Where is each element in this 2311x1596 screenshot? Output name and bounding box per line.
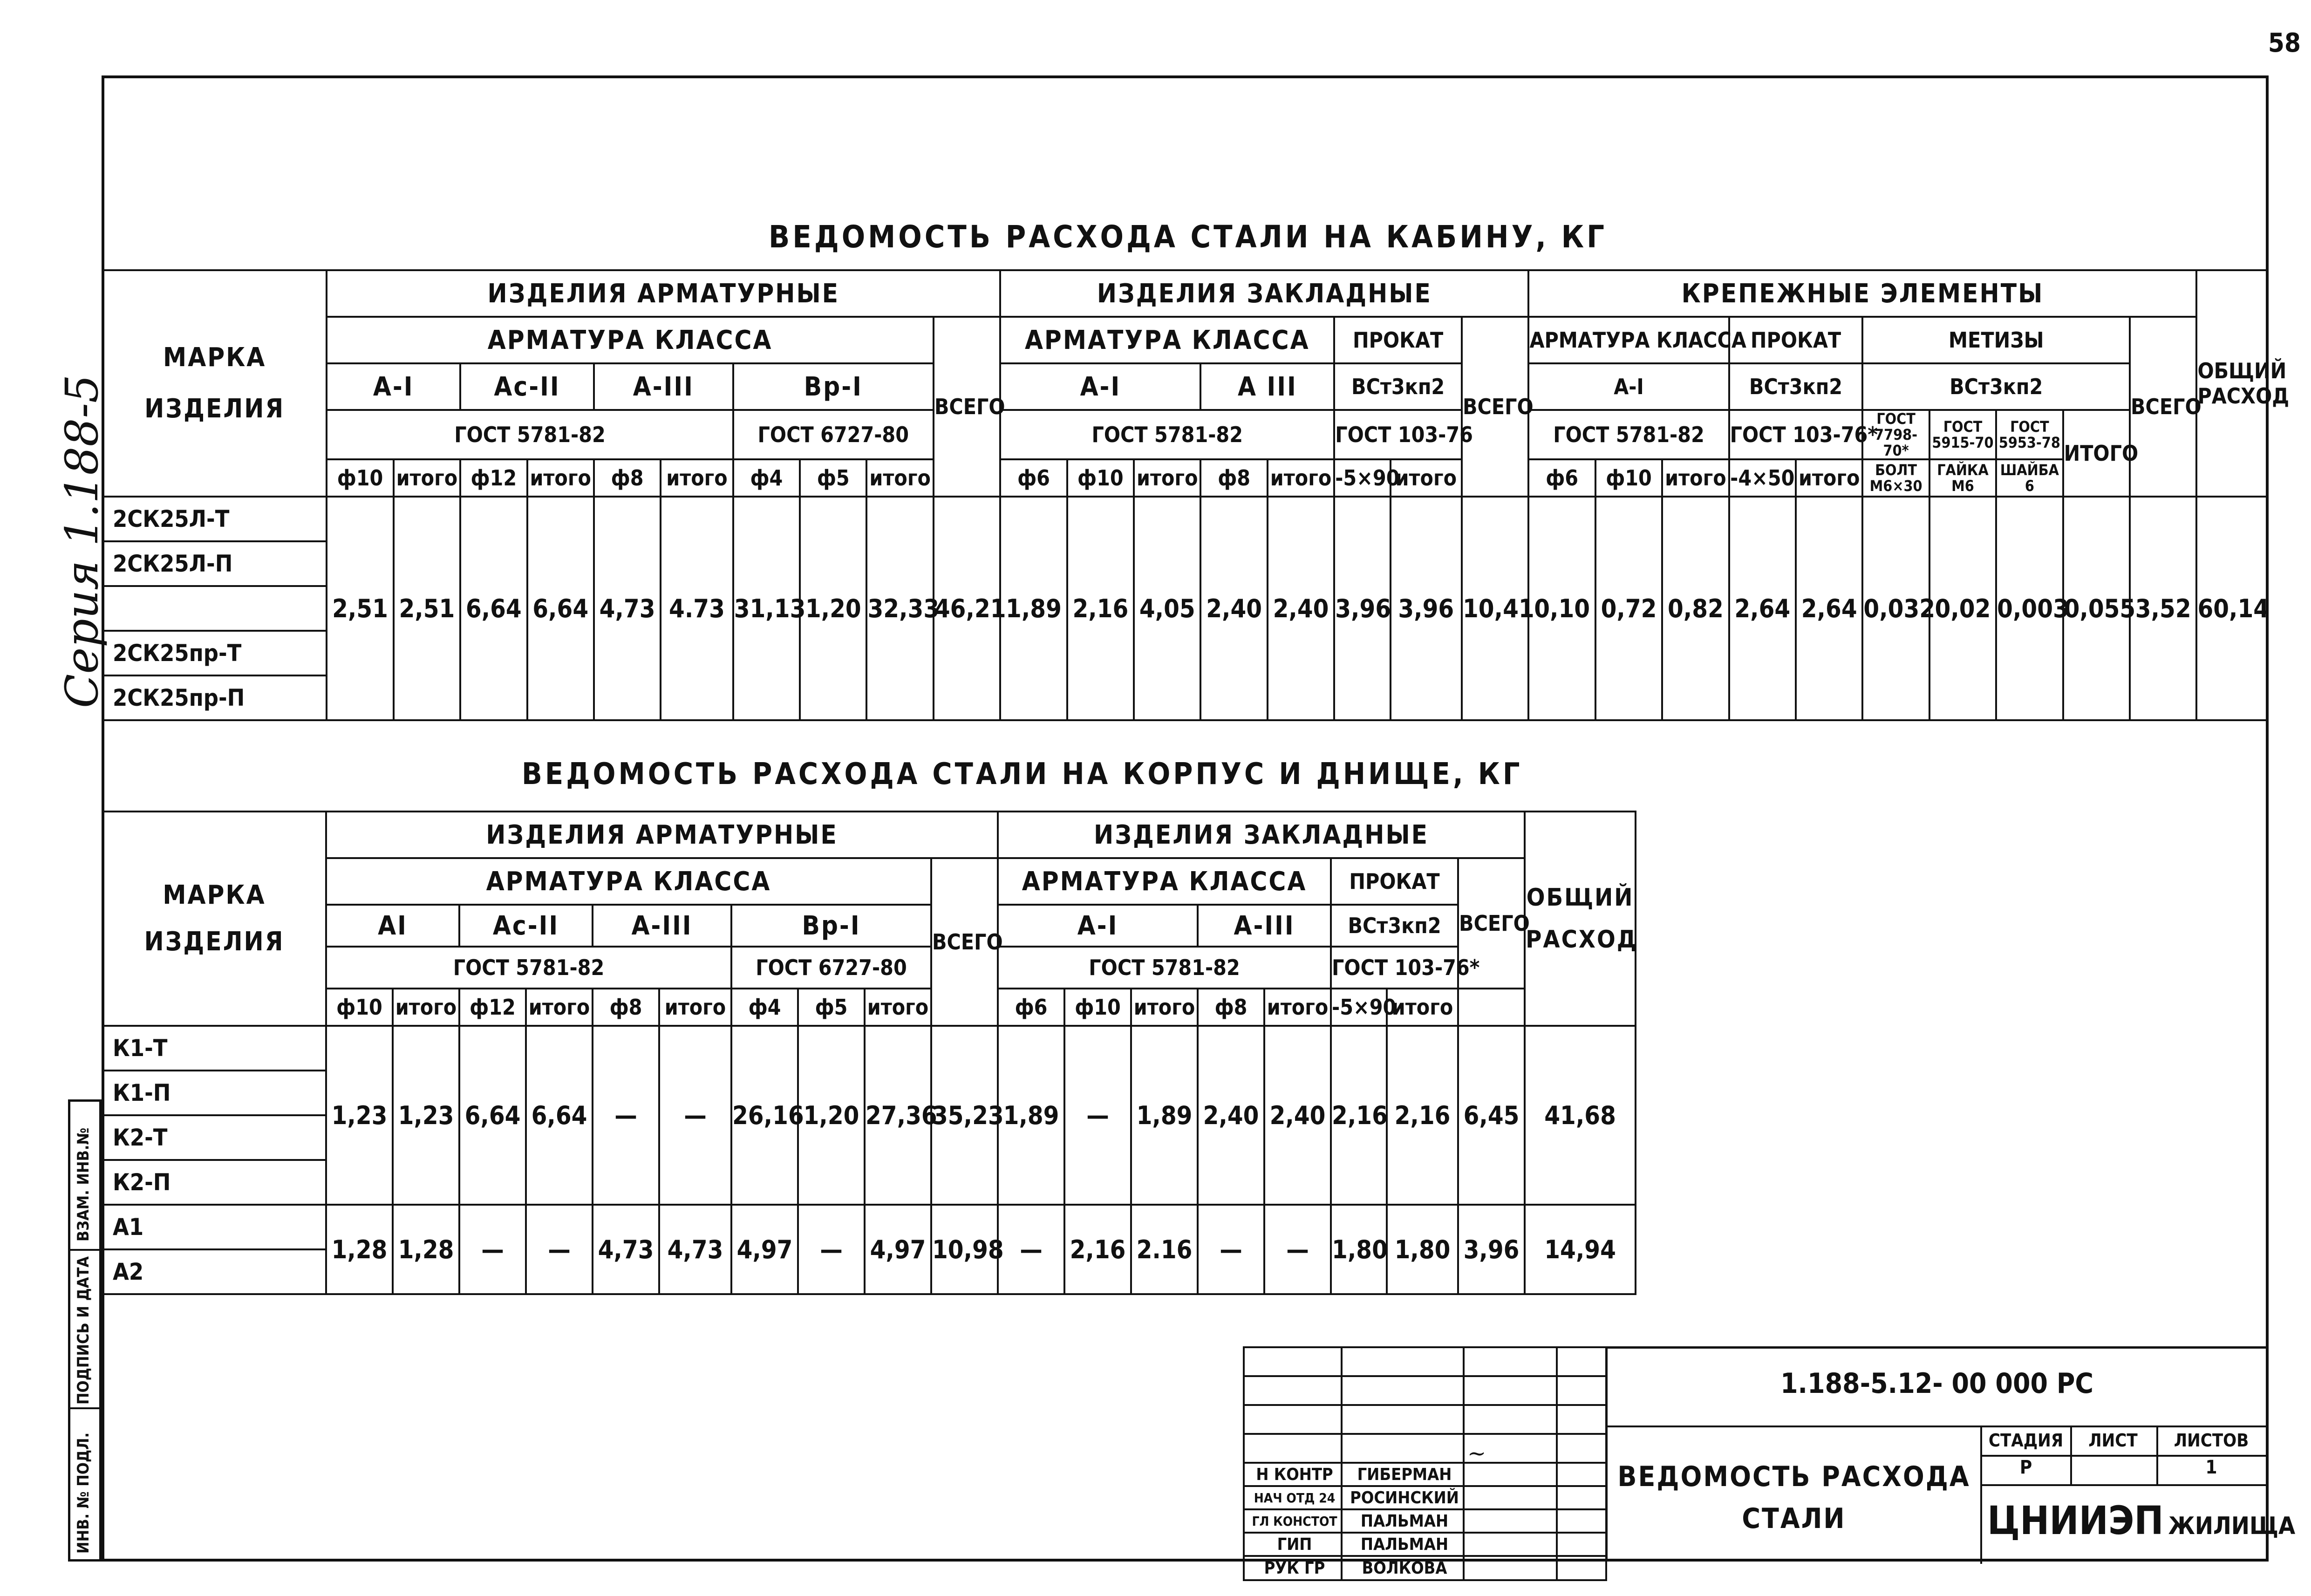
table2-value: 1,28 <box>326 1205 393 1294</box>
table2-value: 2,40 <box>1264 1026 1331 1205</box>
table2-header-vsego-z: ВСЕГО <box>1458 858 1525 989</box>
table2-value: 4,97 <box>865 1205 931 1294</box>
table1-col: итого <box>866 459 933 497</box>
table1-header-armaturnye: ИЗДЕЛИЯ АРМАТУРНЫЕ <box>327 270 1000 317</box>
table1-col: ф5 <box>800 459 866 497</box>
table2-value: 2.16 <box>1131 1205 1198 1294</box>
table1-col: итого <box>1391 459 1462 497</box>
table2-header-vsego-a: ВСЕГО <box>931 858 998 1026</box>
table2-col: итого <box>1131 989 1198 1026</box>
table2-col: -5×90 <box>1331 989 1387 1026</box>
table2-value: 1,80 <box>1331 1205 1387 1294</box>
table2-gost-5781: ГОСТ 5781-82 <box>326 947 731 989</box>
table2-value: 41,68 <box>1525 1026 1636 1205</box>
table1-value: 0,02 <box>1929 497 1996 720</box>
table1-class-k-a1: А-I <box>1528 363 1729 410</box>
table1-col: ф4 <box>733 459 800 497</box>
table2-value: — <box>1264 1205 1331 1294</box>
table1-value: 46,21 <box>934 497 1000 720</box>
table2-value: — <box>998 1205 1064 1294</box>
table2-value: 27,36 <box>865 1026 931 1205</box>
table1-value: 60,14 <box>2196 497 2268 720</box>
table2-header-armatura-klassa: АРМАТУРА КЛАССА <box>326 858 931 905</box>
table1-col: итого <box>394 459 460 497</box>
table2-mark: К1-Т <box>102 1026 326 1071</box>
table2-class-vr1: Вр-I <box>731 905 931 947</box>
table1-gost-k-103: ГОСТ 103-76* <box>1729 410 1863 459</box>
table2-value: 1,80 <box>1387 1205 1458 1294</box>
table1-value: 6,64 <box>527 497 594 720</box>
table2-value: 4,73 <box>659 1205 731 1294</box>
table1-title: ВЕДОМОСТЬ РАСХОДА СТАЛИ НА КАБИНУ, КГ <box>769 219 1608 255</box>
table1-col: ф10 <box>1595 459 1662 497</box>
table1-col: ф12 <box>460 459 527 497</box>
table1-col: ГАЙКА М6 <box>1929 459 1996 497</box>
org-name: ЦНИИЭП <box>1987 1498 2164 1543</box>
table2-col: итого <box>659 989 731 1026</box>
table2-value: 2,16 <box>1064 1205 1131 1294</box>
table1-header-zakladnye: ИЗДЕЛИЯ ЗАКЛАДНЫЕ <box>1000 270 1528 317</box>
table1-value: 0,82 <box>1662 497 1729 720</box>
table1-col: ШАЙБА 6 <box>1996 459 2063 497</box>
table2-col: ф8 <box>593 989 659 1026</box>
table1-mark: 2СК25Л-Т <box>102 497 327 541</box>
doc-title: ВЕДОМОСТЬ РАСХОДА СТАЛИ <box>1617 1460 1970 1535</box>
table1-value: 2,51 <box>394 497 460 720</box>
table1-gost-5781: ГОСТ 5781-82 <box>327 410 733 459</box>
table1-header-armatura-klassa-z: АРМАТУРА КЛАССА <box>1000 317 1334 363</box>
role: НАЧ ОТД 24 <box>1244 1486 1342 1509</box>
table2-value: 10,98 <box>931 1205 998 1294</box>
table1-value: 3,52 <box>2130 497 2196 720</box>
table2-header-armaturnye: ИЗДЕЛИЯ АРМАТУРНЫЕ <box>326 812 998 858</box>
table2-title: ВЕДОМОСТЬ РАСХОДА СТАЛИ НА КОРПУС И ДНИЩЕ, КГ <box>522 757 1523 791</box>
table1-header-vsego-k: ВСЕГО <box>2130 317 2196 497</box>
table2-value: 6,64 <box>526 1026 593 1205</box>
table2-col: итого <box>393 989 459 1026</box>
table1-value: 32,33 <box>866 497 933 720</box>
table1-gost-z-5781: ГОСТ 5781-82 <box>1000 410 1334 459</box>
table1-value: 0,032 <box>1862 497 1929 720</box>
table2-value: — <box>659 1026 731 1205</box>
table1-value: 1,89 <box>1000 497 1067 720</box>
table2-gost-6727: ГОСТ 6727-80 <box>731 947 931 989</box>
table2-col: ф6 <box>998 989 1064 1026</box>
table2-class-a3: А-III <box>593 905 731 947</box>
table1-gost-k-5915: ГОСТ 5915-70 <box>1929 410 1996 459</box>
table1-value: 4,05 <box>1134 497 1200 720</box>
title-block-main <box>1605 1346 2296 1562</box>
table1-value: 0,003 <box>1996 497 2063 720</box>
table1-header-metizy: МЕТИЗЫ <box>1862 317 2130 363</box>
table2-value: — <box>798 1205 865 1294</box>
sheets-value: 1 <box>2205 1457 2217 1478</box>
table1-col: -4×50 <box>1729 459 1796 497</box>
table2-col: ф10 <box>326 989 393 1026</box>
table1-header-vsego-a: ВСЕГО <box>934 317 1000 497</box>
table2-header-zakladnye: ИЗДЕЛИЯ ЗАКЛАДНЫЕ <box>998 812 1525 858</box>
table2-class-z-a3: А-III <box>1198 905 1331 947</box>
table2-mark: А1 <box>102 1205 326 1249</box>
table2-value: 14,94 <box>1525 1205 1636 1294</box>
table1-gost-z-103: ГОСТ 103-76 <box>1334 410 1462 459</box>
table2-value: 4,73 <box>593 1205 659 1294</box>
name: ВОЛКОВА <box>1342 1556 1464 1580</box>
table1-header-prokat-k: ПРОКАТ <box>1729 317 1863 363</box>
table1-value: 4.73 <box>661 497 733 720</box>
table2-mark: А2 <box>102 1249 326 1294</box>
side-strip-label-inv: ИНВ. № ПОДЛ. <box>74 1432 93 1554</box>
table1-value: 6,64 <box>460 497 527 720</box>
table2-value: 1,23 <box>393 1026 459 1205</box>
table1-col: БОЛТ М6×30 <box>1862 459 1929 497</box>
table1-header-vsego-z: ВСЕГО <box>1462 317 1528 497</box>
table1-gost-k-7798: ГОСТ 7798-70* <box>1862 410 1929 459</box>
table2-col: итого <box>526 989 593 1026</box>
table2-value: 35,23 <box>931 1026 998 1205</box>
table1-value: 2,40 <box>1268 497 1334 720</box>
table1-class-a3: А-III <box>594 363 733 410</box>
table2-header-armatura-klassa-z: АРМАТУРА КЛАССА <box>998 858 1331 905</box>
table1-header-armatura-klassa-k: АРМАТУРА КЛАССА <box>1528 317 1729 363</box>
table2-col: итого <box>1264 989 1331 1026</box>
table1-gost-k-5953: ГОСТ 5953-78 <box>1996 410 2063 459</box>
table2-value: — <box>459 1205 526 1294</box>
role: ГИП <box>1244 1533 1342 1556</box>
table1-class-vr1: Вр-I <box>733 363 934 410</box>
table2-value: 1,89 <box>1131 1026 1198 1205</box>
table2-value: 3,96 <box>1458 1205 1525 1294</box>
table2-mark: К2-Т <box>102 1115 326 1160</box>
table2-value: 2,40 <box>1198 1026 1264 1205</box>
table1-mark: 2СК25пр-Т <box>102 631 327 675</box>
table2-col: ф10 <box>1064 989 1131 1026</box>
table1-col: ф10 <box>1067 459 1134 497</box>
stage-value: Р <box>2019 1457 2032 1478</box>
table2-value: 1,28 <box>393 1205 459 1294</box>
table1-value: 3,96 <box>1334 497 1390 720</box>
table1-class-k-vst-metizy: ВСт3кп2 <box>1862 363 2130 410</box>
table2-mark: К1-П <box>102 1071 326 1115</box>
table2 <box>102 811 1636 1295</box>
page-number: 58 <box>2268 28 2301 58</box>
table2-value: 1,23 <box>326 1026 393 1205</box>
table2-col: ф12 <box>459 989 526 1026</box>
table1-value: 1,20 <box>800 497 866 720</box>
table1-value: 2,64 <box>1729 497 1796 720</box>
table1-header-prokat: ПРОКАТ <box>1334 317 1462 363</box>
table2-value: 2,16 <box>1387 1026 1458 1205</box>
name: ПАЛЬМАН <box>1342 1509 1464 1533</box>
role: ГЛ КОНСТОТ <box>1244 1509 1342 1533</box>
table1-header-krepezh: КРЕПЕЖНЫЕ ЭЛЕМЕНТЫ <box>1528 270 2196 317</box>
table2-class-a1: АI <box>326 905 459 947</box>
table2-header-obshchiy: ОБЩИЙ РАСХОД <box>1525 812 1636 1026</box>
table1-mark: 2СК25Л-П <box>102 541 327 586</box>
table2-header-marka: МАРКА ИЗДЕЛИЯ <box>102 812 326 1026</box>
table1 <box>102 269 2290 721</box>
table2-class-z-a1: А-I <box>998 905 1198 947</box>
table1-col: итого <box>661 459 733 497</box>
sheet-label: ЛИСТ <box>2088 1430 2138 1451</box>
table1-col: итого <box>1662 459 1729 497</box>
role: РУК ГР <box>1244 1556 1342 1580</box>
stage-label: СТАДИЯ <box>1988 1430 2064 1451</box>
org-suffix: ЖИЛИЩА <box>2168 1512 2296 1540</box>
table2-value: 6,64 <box>459 1026 526 1205</box>
table1-class-k-vst: ВСт3кп2 <box>1729 363 1863 410</box>
table1-value: 2,16 <box>1067 497 1134 720</box>
table1-value: 2,64 <box>1796 497 1862 720</box>
table2-empty <box>1458 989 1525 1026</box>
table2-header-prokat: ПРОКАТ <box>1331 858 1458 905</box>
table1-col: ф6 <box>1000 459 1067 497</box>
table1-col: итого <box>527 459 594 497</box>
table1-class-z-a1: А-I <box>1000 363 1200 410</box>
table1-class-ac2: Ас-II <box>460 363 594 410</box>
table2-value: 1,89 <box>998 1026 1064 1205</box>
table1-value: 3,96 <box>1391 497 1462 720</box>
table2-value: 4,97 <box>731 1205 798 1294</box>
table1-gost-6727: ГОСТ 6727-80 <box>733 410 934 459</box>
table2-class-ac2: Ас-II <box>459 905 593 947</box>
table1-value: 0,055 <box>2063 497 2130 720</box>
side-strip <box>68 1099 102 1562</box>
table2-col: ф4 <box>731 989 798 1026</box>
table1-value: 2,51 <box>327 497 393 720</box>
table2-class-z-vst: ВСт3кп2 <box>1331 905 1458 947</box>
table2-gost-z-5781: ГОСТ 5781-82 <box>998 947 1331 989</box>
title-block-signatures <box>1243 1346 1607 1581</box>
table1-value: 0,72 <box>1595 497 1662 720</box>
series-note: Серия 1.188-5 <box>56 375 108 708</box>
name: РОСИНСКИЙ <box>1342 1486 1464 1509</box>
sheets-label: ЛИСТОВ <box>2174 1430 2249 1451</box>
table2-value: — <box>526 1205 593 1294</box>
table1-class-z-vst: ВСт3кп2 <box>1334 363 1462 410</box>
table2-gost-z-103: ГОСТ 103-76* <box>1331 947 1458 989</box>
table1-col: итого <box>1134 459 1200 497</box>
table1-mark <box>102 586 327 631</box>
table2-value: — <box>1064 1026 1131 1205</box>
side-strip-label-vzam: ВЗАМ. ИНВ.№ <box>74 1127 93 1241</box>
table2-col: итого <box>1387 989 1458 1026</box>
table2-value: — <box>1198 1205 1264 1294</box>
table1-class-a1: А-I <box>327 363 460 410</box>
table1-col-itogo-metizy: ИТОГО <box>2063 410 2130 497</box>
table1-header-obshchiy: ОБЩИЙ РАСХОД <box>2196 270 2268 497</box>
table2-value: 6,45 <box>1458 1026 1525 1205</box>
table1-value: 4,73 <box>594 497 661 720</box>
table1-gost-k-5781: ГОСТ 5781-82 <box>1528 410 1729 459</box>
table1-col: -5×90 <box>1334 459 1390 497</box>
table2-col: итого <box>865 989 931 1026</box>
table1-value: 10,41 <box>1462 497 1528 720</box>
name: ПАЛЬМАН <box>1342 1533 1464 1556</box>
table1-value: 2,40 <box>1200 497 1267 720</box>
table2-value: 26,16 <box>731 1026 798 1205</box>
role: Н КОНТР <box>1244 1463 1342 1486</box>
table1-value: 0,10 <box>1528 497 1595 720</box>
signature: ~ <box>1467 1440 1486 1466</box>
table1-mark: 2СК25пр-П <box>102 675 327 720</box>
table2-value: 2,16 <box>1331 1026 1387 1205</box>
table2-col: ф5 <box>798 989 865 1026</box>
table1-col: ф6 <box>1528 459 1595 497</box>
table2-value: 1,20 <box>798 1026 865 1205</box>
table1-class-z-a3: А III <box>1200 363 1334 410</box>
name: ГИБЕРМАН <box>1342 1463 1464 1486</box>
table1-value: 31,13 <box>733 497 800 720</box>
table1-header-armatura-klassa: АРМАТУРА КЛАССА <box>327 317 934 363</box>
table1-col: итого <box>1796 459 1862 497</box>
table1-header-marka: МАРКА ИЗДЕЛИЯ <box>102 270 327 497</box>
table2-col: ф8 <box>1198 989 1264 1026</box>
table1-col: итого <box>1268 459 1334 497</box>
table2-mark: К2-П <box>102 1160 326 1205</box>
side-strip-label-podpis: ПОДПИСЬ И ДАТА <box>74 1256 93 1405</box>
table1-col: ф8 <box>594 459 661 497</box>
table1-col: ф8 <box>1200 459 1267 497</box>
table2-value: — <box>593 1026 659 1205</box>
doc-code: 1.188-5.12- 00 000 РС <box>1780 1367 2094 1400</box>
table1-col: ф10 <box>327 459 393 497</box>
